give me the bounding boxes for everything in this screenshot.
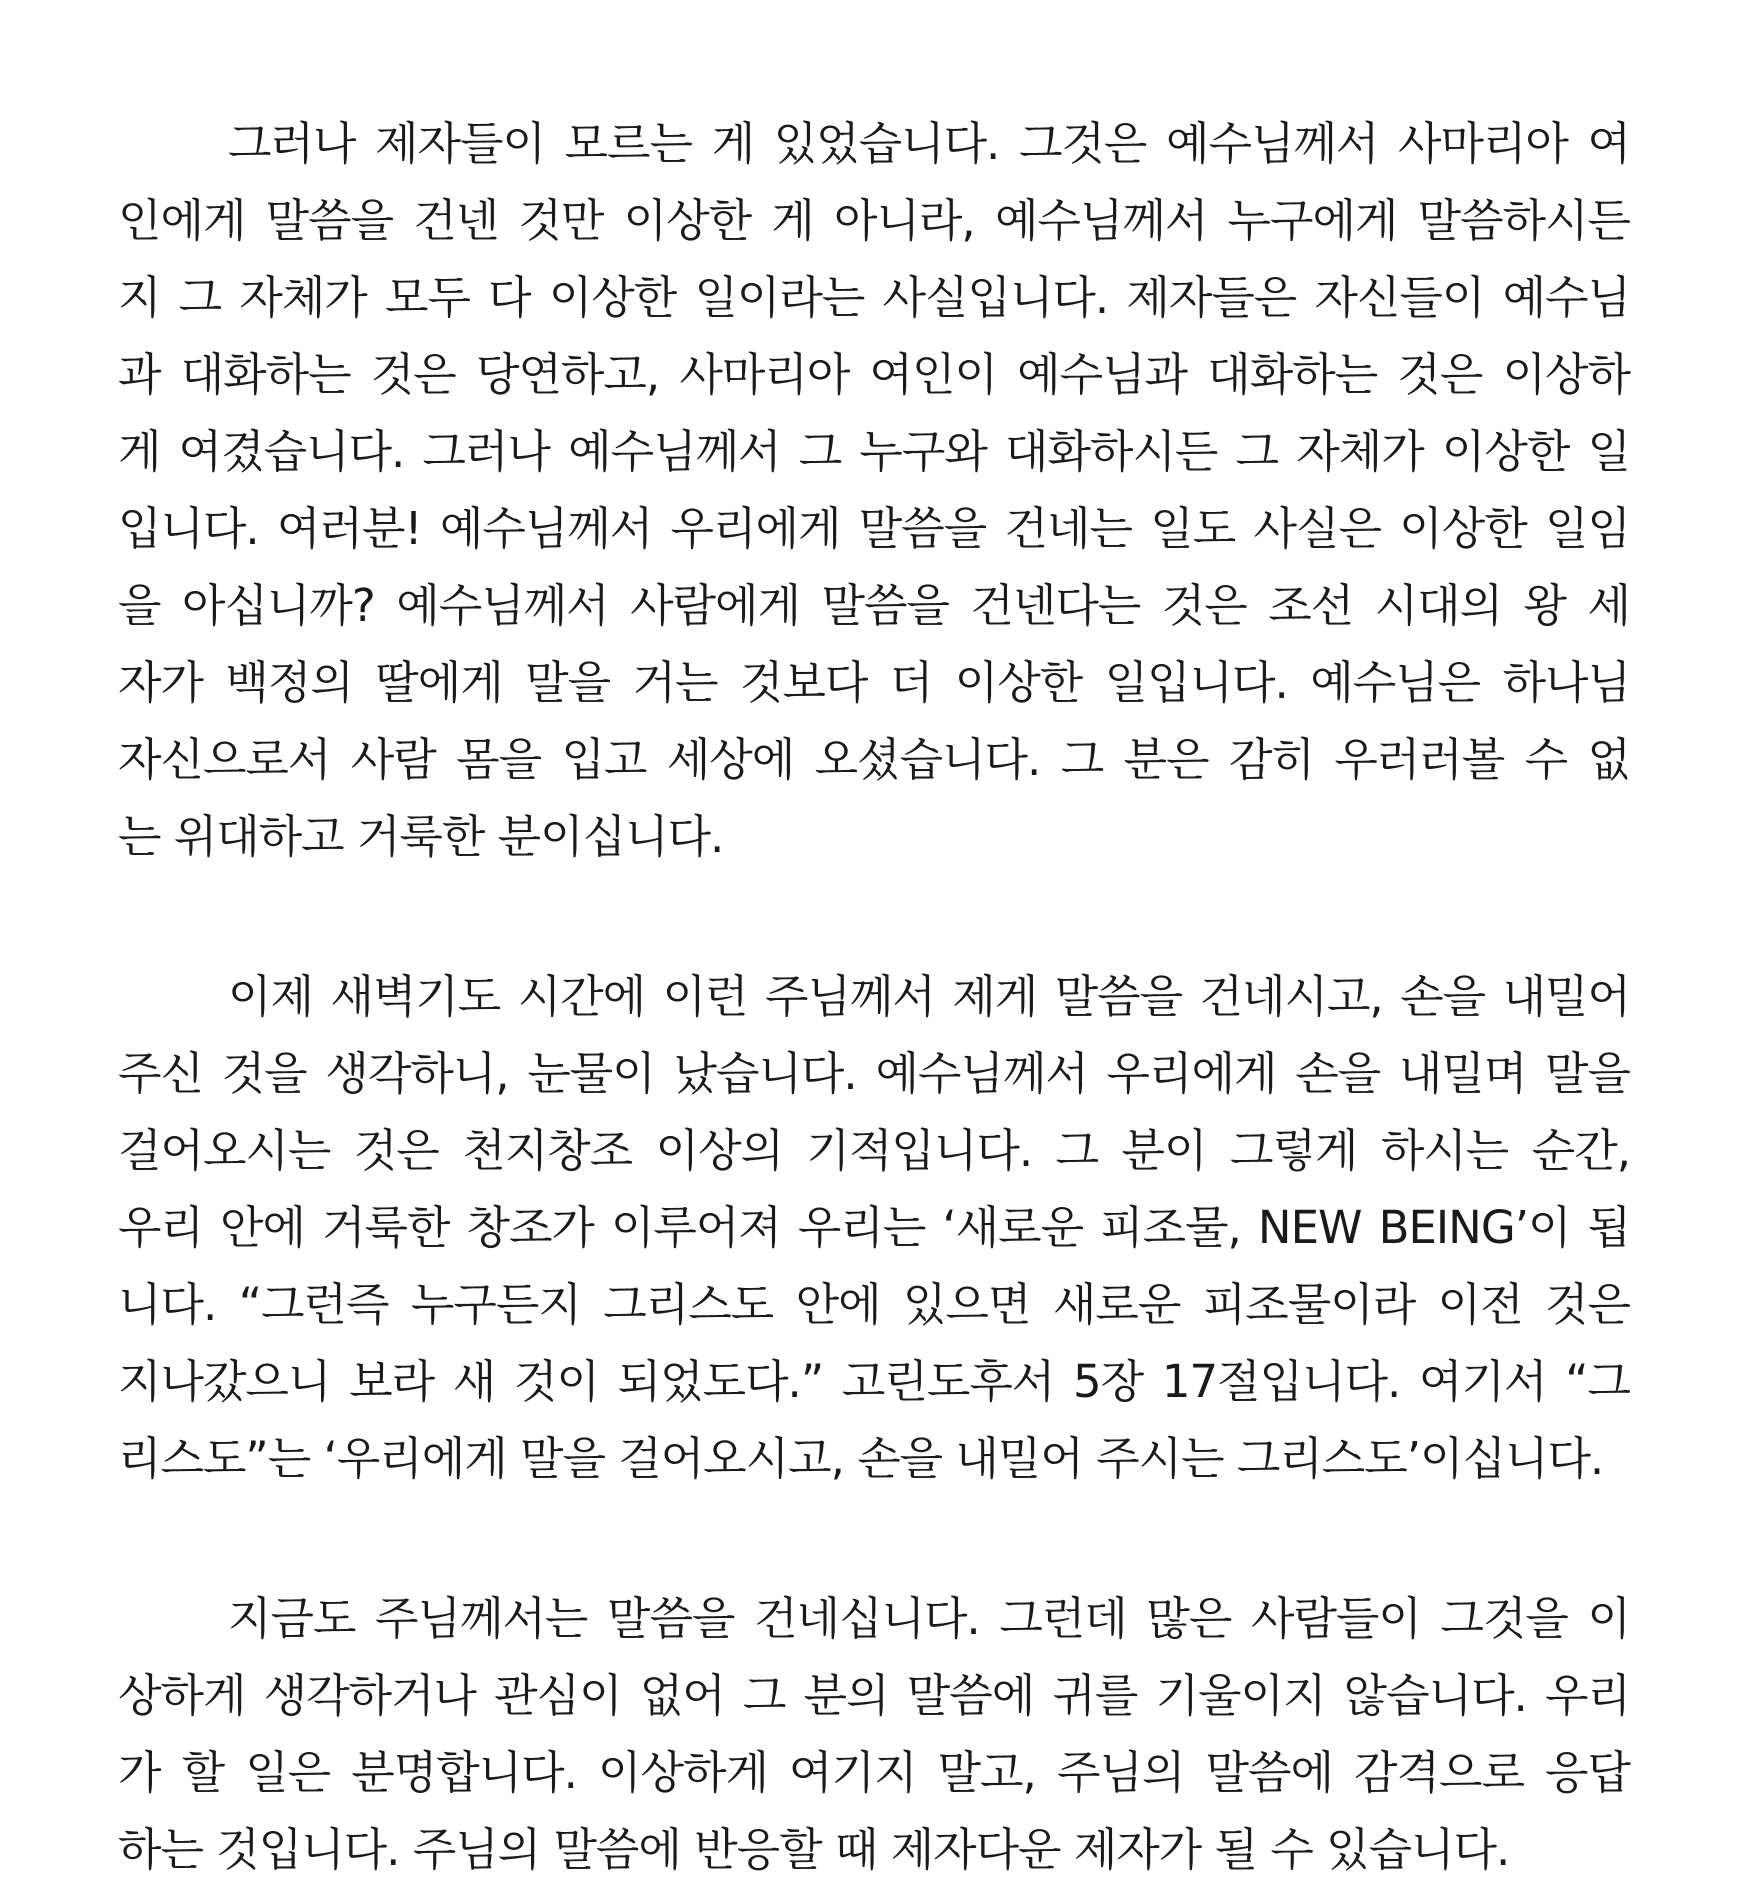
text-line: 지나갔으니 보라 새 것이 되었도다.” 고린도후서 5장 17절입니다. 여기서 “그 bbox=[118, 1355, 1630, 1408]
text-line: 자신으로서 사람 몸을 입고 세상에 오셨습니다. 그 분은 감히 우러러볼 수 없 bbox=[118, 733, 1630, 786]
text-line: 자가 백정의 딸에게 말을 거는 것보다 더 이상한 일입니다. 예수님은 하나님 bbox=[118, 656, 1630, 709]
text-line: 하는 것입니다. 주님의 말씀에 반응할 때 제자다운 제자가 될 수 있습니다. bbox=[118, 1823, 1510, 1876]
text-line: 그러나 제자들이 모르는 게 있었습니다. 그것은 예수님께서 사마리아 여 bbox=[228, 117, 1630, 170]
text-line: 리스도”는 ‘우리에게 말을 걸어오시고, 손을 내밀어 주시는 그리스도’이십니다. bbox=[118, 1432, 1604, 1485]
text-line: 가 할 일은 분명합니다. 이상하게 여기지 말고, 주님의 말씀에 감격으로 응답 bbox=[118, 1746, 1630, 1799]
text-line: 게 여겼습니다. 그러나 예수님께서 그 누구와 대화하시든 그 자체가 이상한 일 bbox=[118, 425, 1630, 478]
document-page bbox=[118, 105, 1630, 1888]
text-line: 주신 것을 생각하니, 눈물이 났습니다. 예수님께서 우리에게 손을 내밀며 말을 bbox=[118, 1047, 1630, 1100]
paragraph-1 bbox=[118, 105, 1630, 875]
paragraph-2 bbox=[118, 958, 1630, 1497]
text-line: 지 그 자체가 모두 다 이상한 일이라는 사실입니다. 제자들은 자신들이 예수님 bbox=[118, 271, 1630, 324]
text-line: 니다. “그런즉 누구든지 그리스도 안에 있으면 새로운 피조물이라 이전 것은 bbox=[118, 1278, 1630, 1331]
text-line: 는 위대하고 거룩한 분이십니다. bbox=[118, 810, 724, 863]
text-line: 우리 안에 거룩한 창조가 이루어져 우리는 ‘새로운 피조물, NEW BEING’이 됩 bbox=[118, 1201, 1630, 1254]
text-line: 과 대화하는 것은 당연하고, 사마리아 여인이 예수님과 대화하는 것은 이상하 bbox=[118, 348, 1630, 401]
paragraph-3 bbox=[118, 1580, 1630, 1888]
text-line: 이제 새벽기도 시간에 이런 주님께서 제게 말씀을 건네시고, 손을 내밀어 bbox=[228, 970, 1630, 1023]
text-line: 상하게 생각하거나 관심이 없어 그 분의 말씀에 귀를 기울이지 않습니다. 우리 bbox=[118, 1669, 1630, 1722]
text-line: 걸어오시는 것은 천지창조 이상의 기적입니다. 그 분이 그렇게 하시는 순간, bbox=[118, 1124, 1630, 1177]
text-line: 을 아십니까? 예수님께서 사람에게 말씀을 건넨다는 것은 조선 시대의 왕 세 bbox=[118, 579, 1630, 632]
text-line: 인에게 말씀을 건넨 것만 이상한 게 아니라, 예수님께서 누구에게 말씀하시든 bbox=[118, 194, 1630, 247]
text-line: 지금도 주님께서는 말씀을 건네십니다. 그런데 많은 사람들이 그것을 이 bbox=[228, 1592, 1630, 1645]
text-line: 입니다. 여러분! 예수님께서 우리에게 말씀을 건네는 일도 사실은 이상한 일임 bbox=[118, 502, 1630, 555]
